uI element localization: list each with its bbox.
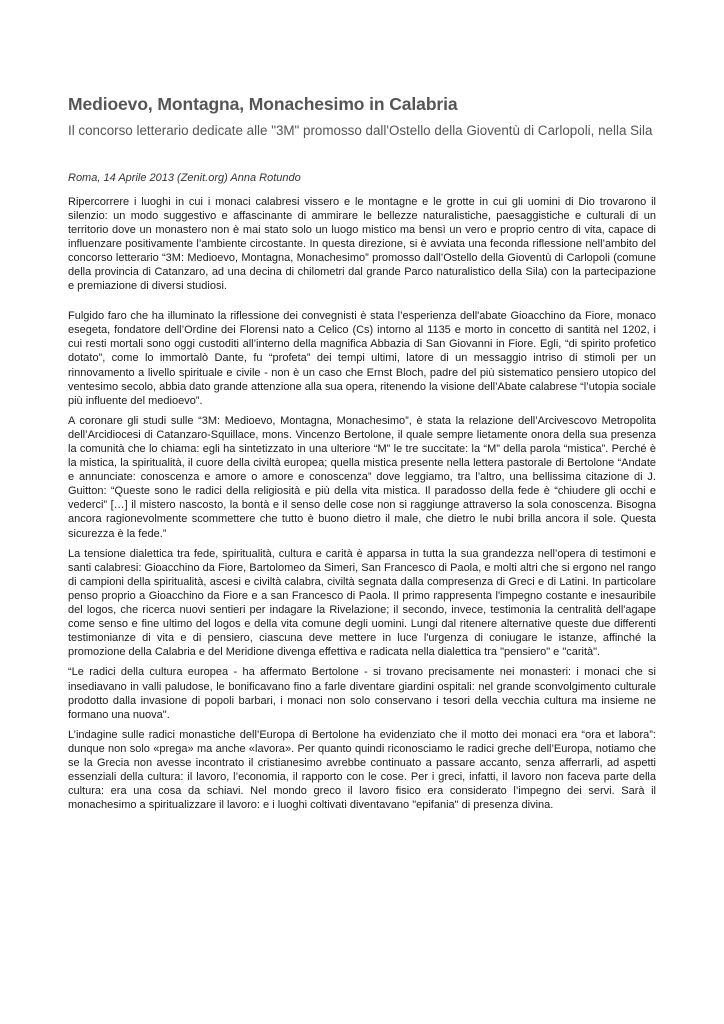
article-paragraph-2: Fulgido faro che ha illuminato la riflessione dei convegnisti è stata l’esperienza dell'abate Gioacchino da Fiore, monaco esegeta, fondatore dell’Ordine dei Florensi nato a Celico (Cs) intorno al 1135 e morto in concetto di santità nel 1202, i cui resti mortali sono oggi custoditi all’interno della magnifica Abbazia di San Giovanni in Fiore. Egli, “di spirito profetico dotato”, come lo immortalò Dante, fu “profeta” dei tempi ultimi, latore di un messaggio intriso di stimoli per un rinnovamento a livello spirituale e civile - non è un caso che Ernst Bloch, padre del più sistematico pensiero utopico del ventesimo secolo, abbia dato grande attenzione alla sua opera, ritenendo la visione dell’Abate calabrese “l’utopia sociale più influente del medioevo”. bbox=[68, 310, 656, 407]
article-subtitle: Il concorso letterario dedicate alle "3M" promosso dall'Ostello della Gioventù di Carlopoli, nella Sila bbox=[68, 123, 653, 138]
article-paragraph-4: La tensione dialettica tra fede, spiritualità, cultura e carità è apparsa in tutta la sua grandezza nell’opera di testimoni e santi calabresi: Gioacchino da Fiore, Bartolomeo da Simeri, San Francesco di Paola, e molti altri che si ergono nel rango di campioni della spiritualità, ascesi e civiltà calabra, civiltà segnata dalla compresenza di Greci e di Latini. In particolare penso proprio a Gioacchino da Fiore e a san Francesco di Paola. Il primo rappresenta l'impegno costante e inesauribile del logos, che ricerca nuovi sentieri per indagare la Rivelazione; il secondo, invece, testimonia la centralità dell'agape come senso e fine ultimo del logos e della vita comune degli uomini. Lungi dal ritenere alternative queste due differenti testimonianze di vita e di pensiero, ciascuna deve mettere in luce l'urgenza di coniugare le istanze, affinché la promozione della Calabria e del Meridione divenga effettiva e radicata nella dialettica tra "pensiero" e "carità". bbox=[68, 547, 656, 659]
article-paragraph-6: L’indagine sulle radici monastiche dell’Europa di Bertolone ha evidenziato che il motto dei monaci era “ora et labora”: dunque non solo «prega» ma anche «lavora». Per quanto quindi riconosciamo le radici greche dell’Europa, notiamo che se la Grecia non avesse incontrato il cristianesimo avrebbe continuato a passare accanto, senza afferrarli, ad aspetti essenziali della cultura: il lavoro, l’economia, il rapporto con le cose. Per i greci, infatti, il lavoro non faceva parte della cultura: era una cosa da schiavi. Nel mondo greco il lavoro fisico era considerato l’impegno dei servi. Sarà il monachesimo a spiritualizzare il lavoro: e i luoghi coltivati diventavano "epifania" di presenza divina. bbox=[68, 728, 656, 812]
article-paragraph-1: Ripercorrere i luoghi in cui i monaci calabresi vissero e le montagne e le grotte in cui gli uomini di Dio trovarono il silenzio: un modo suggestivo e affascinante di ammirare le bellezze naturalistiche, paesaggistiche e culturali di un territorio dove un monastero non è mai stato solo un luogo mistico ma bensì un vero e proprio centro di vita, capace di influenzare positivamente l’ambiente circostante. In questa direzione, si è avviata una feconda riflessione nell’ambito del concorso letterario “3M: Medioevo, Montagna, Monachesimo” promosso dall’Ostello della Gioventù di Carlopoli (comune della provincia di Catanzaro, ad una decina di chilometri dal grande Parco naturalistico della Sila) con la partecipazione e premiazione di diversi studiosi. bbox=[68, 195, 656, 293]
article-paragraph-3: A coronare gli studi sulle “3M: Medioevo, Montagna, Monachesimo”, è stata la relazione dell’Arcivescovo Metropolita dell’Arcidiocesi di Catanzaro-Squillace, mons. Vincenzo Bertolone, il quale sempre lietamente onora della sua presenza la comunità che lo chiama: egli ha sintetizzato in una ulteriore “M” le tre succitate: la “M” della parola “mistica”. Perché è la mistica, la spiritualità, il cuore della civiltà europea; quella mistica presente nella lettera pastorale di Bertolone “Andate e annunciate: conoscenza e amore o amore e conoscenza” dove leggiamo, tra l’altro, una bellissima citazione di J. Guitton: “Queste sono le radici della religiosità e più della vita mistica. Il paradosso della fede è “chiudere gli occhi e vederci” […] il mistero nascosto, la bontà e il senso delle cose non si raggiunge attraverso la sola conoscenza. Bisogna ancora ragionevolmente scommettere che tutto è buono dietro il male, che dietro le nubi brilla ancora il sole. Questa sicurezza è la fede.” bbox=[68, 414, 656, 540]
article-dateline: Roma, 14 Aprile 2013 (Zenit.org) Anna Rotundo bbox=[68, 171, 301, 184]
article-paragraph-5: “Le radici della cultura europea - ha affermato Bertolone - si trovano precisamente nei monasteri: i monaci che si insediavano in valli paludose, le bonificavano fino a farle diventare giardini ospitali: nel grande sconvolgimento culturale prodotto dalla invasione di popoli barbari, i monaci non solo conservano i tesori della vecchia cultura ma insieme ne formano una nuova". bbox=[68, 666, 656, 721]
article-title: Medioevo, Montagna, Monachesimo in Calabria bbox=[68, 94, 458, 114]
document-page bbox=[68, 92, 656, 818]
